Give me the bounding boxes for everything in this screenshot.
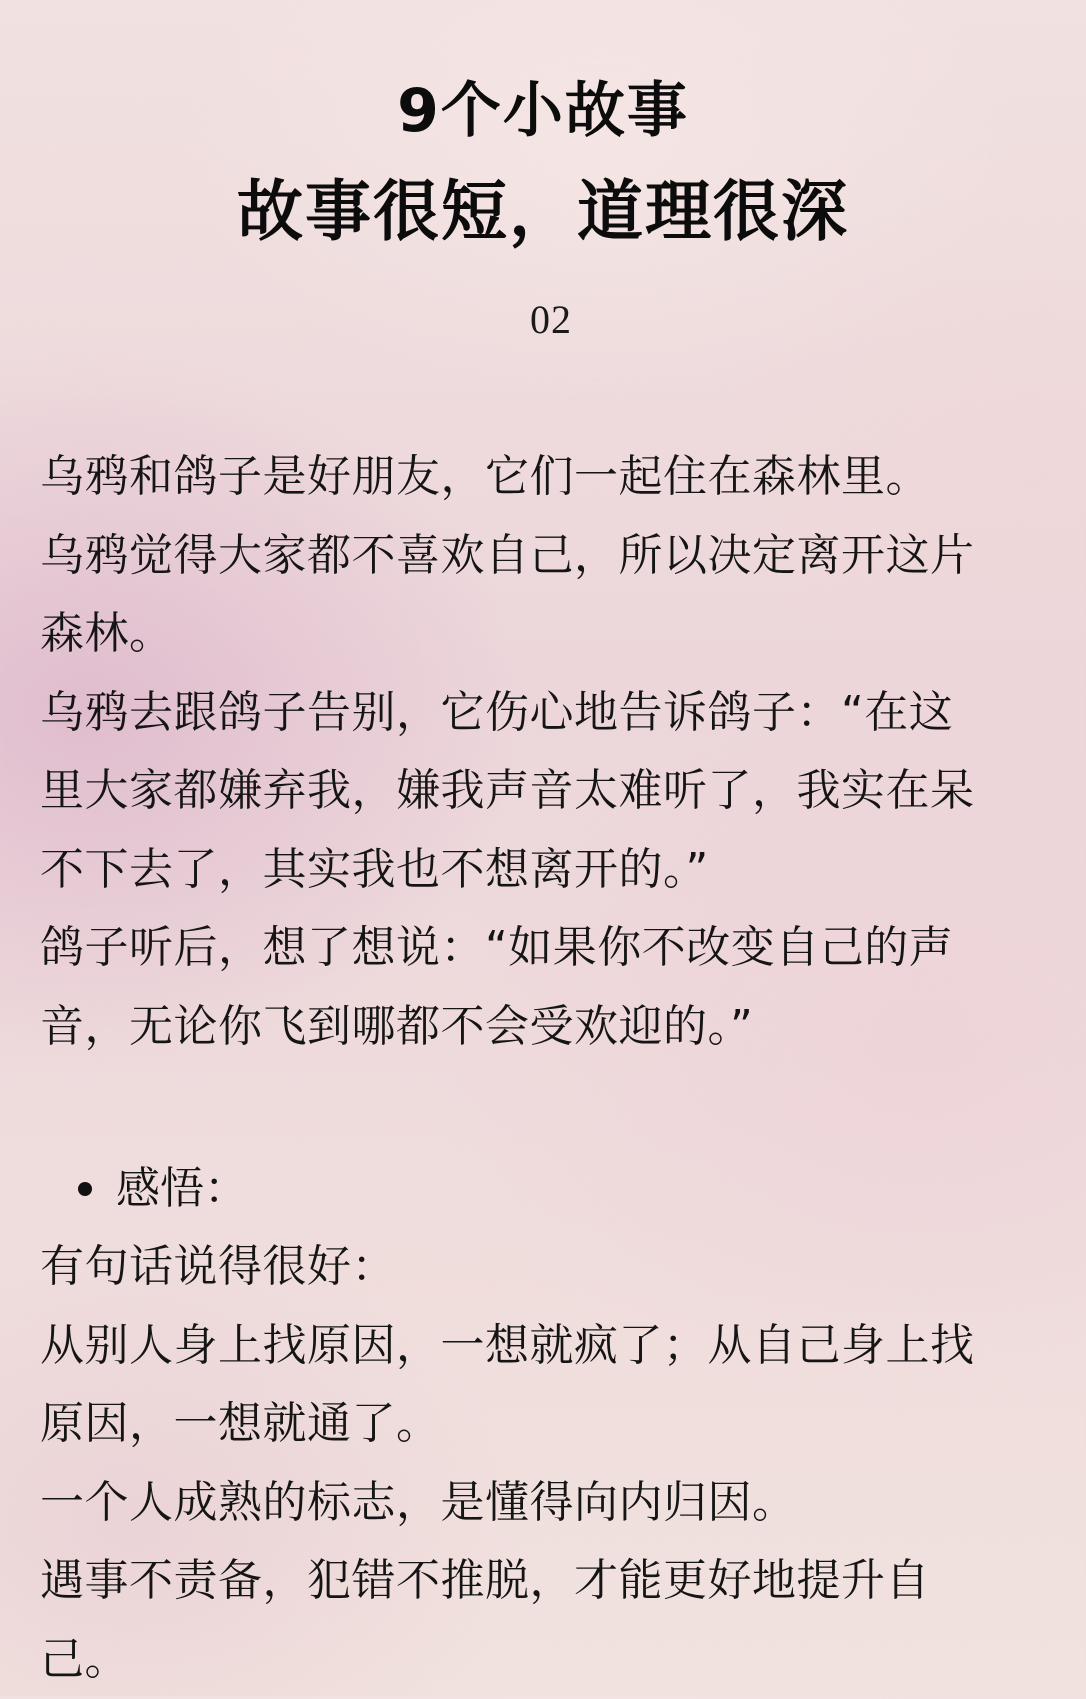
insight-body	[40, 1228, 1060, 1699]
story-line: 乌鸦去跟鸽子告别，它伤心地告诉鸽子：“在这	[40, 674, 1060, 753]
story-line: 鸽子听后，想了想说：“如果你不改变自己的声	[40, 909, 1060, 988]
story-line: 音，无论你飞到哪都不会受欢迎的。”	[40, 988, 1060, 1067]
insight-heading	[78, 1150, 248, 1229]
title-line-2: 故事很短，道理很深	[0, 170, 1086, 254]
story-line: 不下去了，其实我也不想离开的。”	[40, 831, 1060, 910]
insight-line: 从别人身上找原因，一想就疯了；从自己身上找	[40, 1307, 1060, 1386]
story-body	[40, 438, 1060, 1066]
story-number: 02	[0, 296, 1086, 344]
insight-line: 原因，一想就通了。	[40, 1385, 1060, 1464]
insight-label: 感悟：	[116, 1150, 248, 1229]
title-line-1: 9个小故事	[0, 72, 1086, 150]
insight-line: 有句话说得很好：	[40, 1228, 1060, 1307]
insight-line: 一个人成熟的标志，是懂得向内归因。	[40, 1464, 1060, 1543]
insight-line: 己。	[40, 1621, 1060, 1699]
story-line: 乌鸦觉得大家都不喜欢自己，所以决定离开这片	[40, 517, 1060, 596]
insight-line: 遇事不责备，犯错不推脱，才能更好地提升自	[40, 1542, 1060, 1621]
story-line: 里大家都嫌弃我，嫌我声音太难听了，我实在呆	[40, 752, 1060, 831]
story-line: 乌鸦和鸽子是好朋友，它们一起住在森林里。	[40, 438, 1060, 517]
story-line: 森林。	[40, 595, 1060, 674]
bullet-icon	[78, 1182, 92, 1196]
